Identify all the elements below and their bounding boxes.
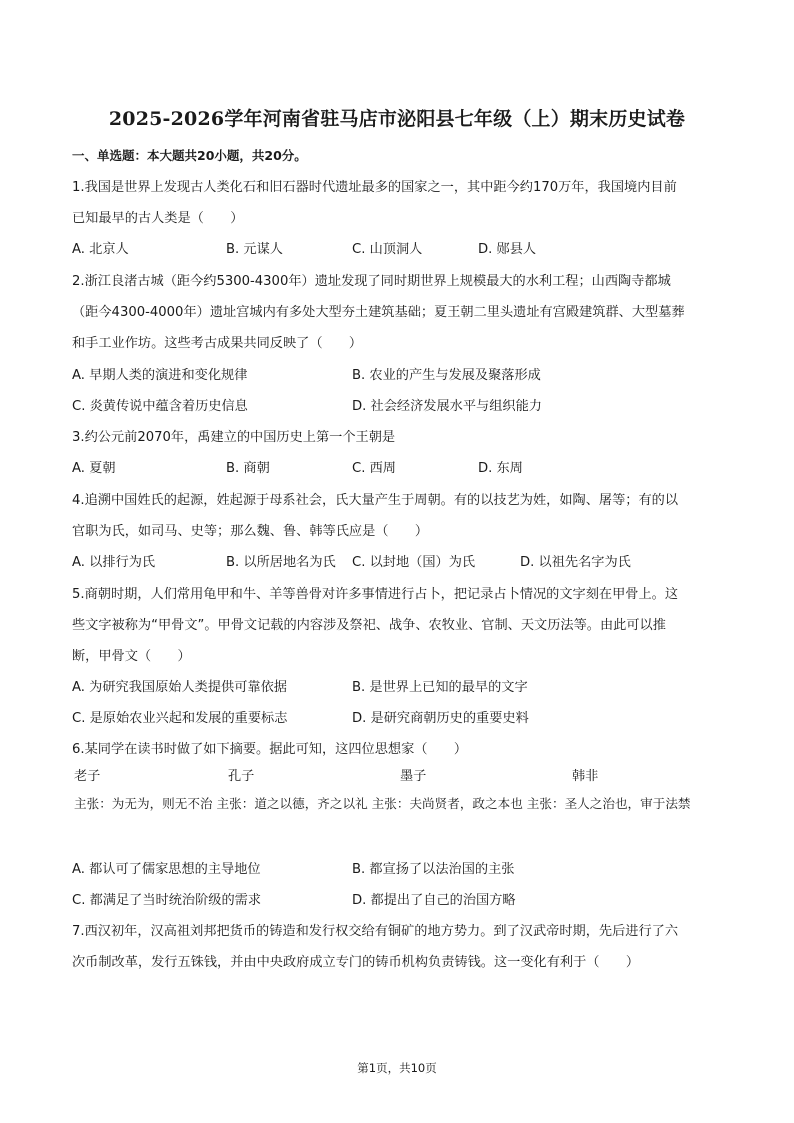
q6-option-b: B. 都宣扬了以法治国的主张: [352, 862, 515, 877]
q6-line-1: 6.某同学在读书时做了如下摘要。据此可知，这四位思想家（ ）: [72, 742, 468, 757]
page-footer: 第1页，共10页: [357, 1061, 437, 1075]
q3-option-c: C. 西周: [352, 461, 396, 476]
q7-line-1: 7.西汉初年，汉高祖刘邦把货币的铸造和发行权交给有铜矿的地方势力。到了汉武帝时期，先后进行了六: [72, 924, 679, 939]
q4-line-1: 4.追溯中国姓氏的起源，姓起源于母系社会，氏大量产生于周朝。有的以技艺为姓，如陶、屠等；有的以: [72, 493, 679, 508]
q1-line-1: 1.我国是世界上发现古人类化石和旧石器时代遗址最多的国家之一，其中距今约170万年，我国境内目前: [72, 180, 677, 195]
q5-line-3: 断，甲骨文（ ）: [72, 649, 191, 664]
q4-option-d: D. 以祖先名字为氏: [520, 555, 631, 570]
section-heading: 一、单选题：本大题共20小题，共20分。: [72, 148, 307, 163]
q4-line-2: 官职为氏，如司马、史等；那么魏、鲁、韩等氏应是（ ）: [72, 524, 429, 539]
q6-claims-row: 主张：为无为，则无不治 主张：道之以德，齐之以礼 主张：夫尚贤者，政之本也 主张：圣人之治也，审于法禁: [74, 796, 691, 811]
q2-option-c: C. 炎黄传说中蕴含着历史信息: [72, 399, 248, 414]
q5-option-b: B. 是世界上已知的最早的文字: [352, 680, 528, 695]
q7-line-2: 次币制改革，发行五铢钱，并由中央政府成立专门的铸币机构负责铸钱。这一变化有利于（ ）: [72, 955, 640, 970]
q5-line-1: 5.商朝时期，人们常用龟甲和牛、羊等兽骨对许多事情进行占卜，把记录占卜情况的文字刻在甲骨上。这: [72, 587, 679, 602]
q6-thinker-kongzi: 孔子: [228, 769, 255, 784]
q1-option-d: D. 郧县人: [478, 242, 537, 257]
q1-option-a: A. 北京人: [72, 242, 129, 257]
q1-line-2: 已知最早的古人类是（ ）: [72, 211, 244, 226]
q1-option-b: B. 元谋人: [226, 242, 283, 257]
q2-option-a: A. 早期人类的演进和变化规律: [72, 368, 248, 383]
q4-option-c: C. 以封地（国）为氏: [352, 555, 476, 570]
q6-thinker-laozi: 老子: [74, 769, 101, 784]
q2-line-1: 2.浙江良渚古城（距今约5300-4300年）遗址发现了同时期世界上规模最大的水利工程；山西陶寺都城: [72, 274, 671, 289]
q3-option-d: D. 东周: [478, 461, 523, 476]
q2-line-3: 和手工业作坊。这些考古成果共同反映了（ ）: [72, 336, 363, 351]
q3-line-1: 3.约公元前2070年，禹建立的中国历史上第一个王朝是: [72, 430, 396, 445]
q3-option-a: A. 夏朝: [72, 461, 116, 476]
q6-option-d: D. 都提出了自己的治国方略: [352, 893, 516, 908]
q2-option-b: B. 农业的产生与发展及聚落形成: [352, 368, 541, 383]
q3-option-b: B. 商朝: [226, 461, 270, 476]
q6-option-c: C. 都满足了当时统治阶级的需求: [72, 893, 262, 908]
q6-option-a: A. 都认可了儒家思想的主导地位: [72, 862, 261, 877]
q4-option-a: A. 以排行为氏: [72, 555, 156, 570]
q5-option-c: C. 是原始农业兴起和发展的重要标志: [72, 711, 288, 726]
q1-option-c: C. 山顶洞人: [352, 242, 423, 257]
q5-option-d: D. 是研究商朝历史的重要史料: [352, 711, 529, 726]
q4-option-b: B. 以所居地名为氏: [226, 555, 336, 570]
q6-thinker-hanfei: 韩非: [572, 769, 599, 784]
q2-line-2: （距今4300-4000年）遗址宫城内有多处大型夯土建筑基础；夏王朝二里头遗址有宫殿建筑群、大型墓葬: [72, 305, 685, 320]
q5-option-a: A. 为研究我国原始人类提供可靠依据: [72, 680, 287, 695]
q2-option-d: D. 社会经济发展水平与组织能力: [352, 399, 542, 414]
q6-thinker-mozi: 墨子: [400, 769, 427, 784]
q5-line-2: 些文字被称为“甲骨文”。甲骨文记载的内容涉及祭祀、战争、农牧业、官制、天文历法等。由此可以推: [72, 618, 666, 633]
exam-title: 2025-2026学年河南省驻马店市泌阳县七年级（上）期末历史试卷: [108, 108, 686, 130]
